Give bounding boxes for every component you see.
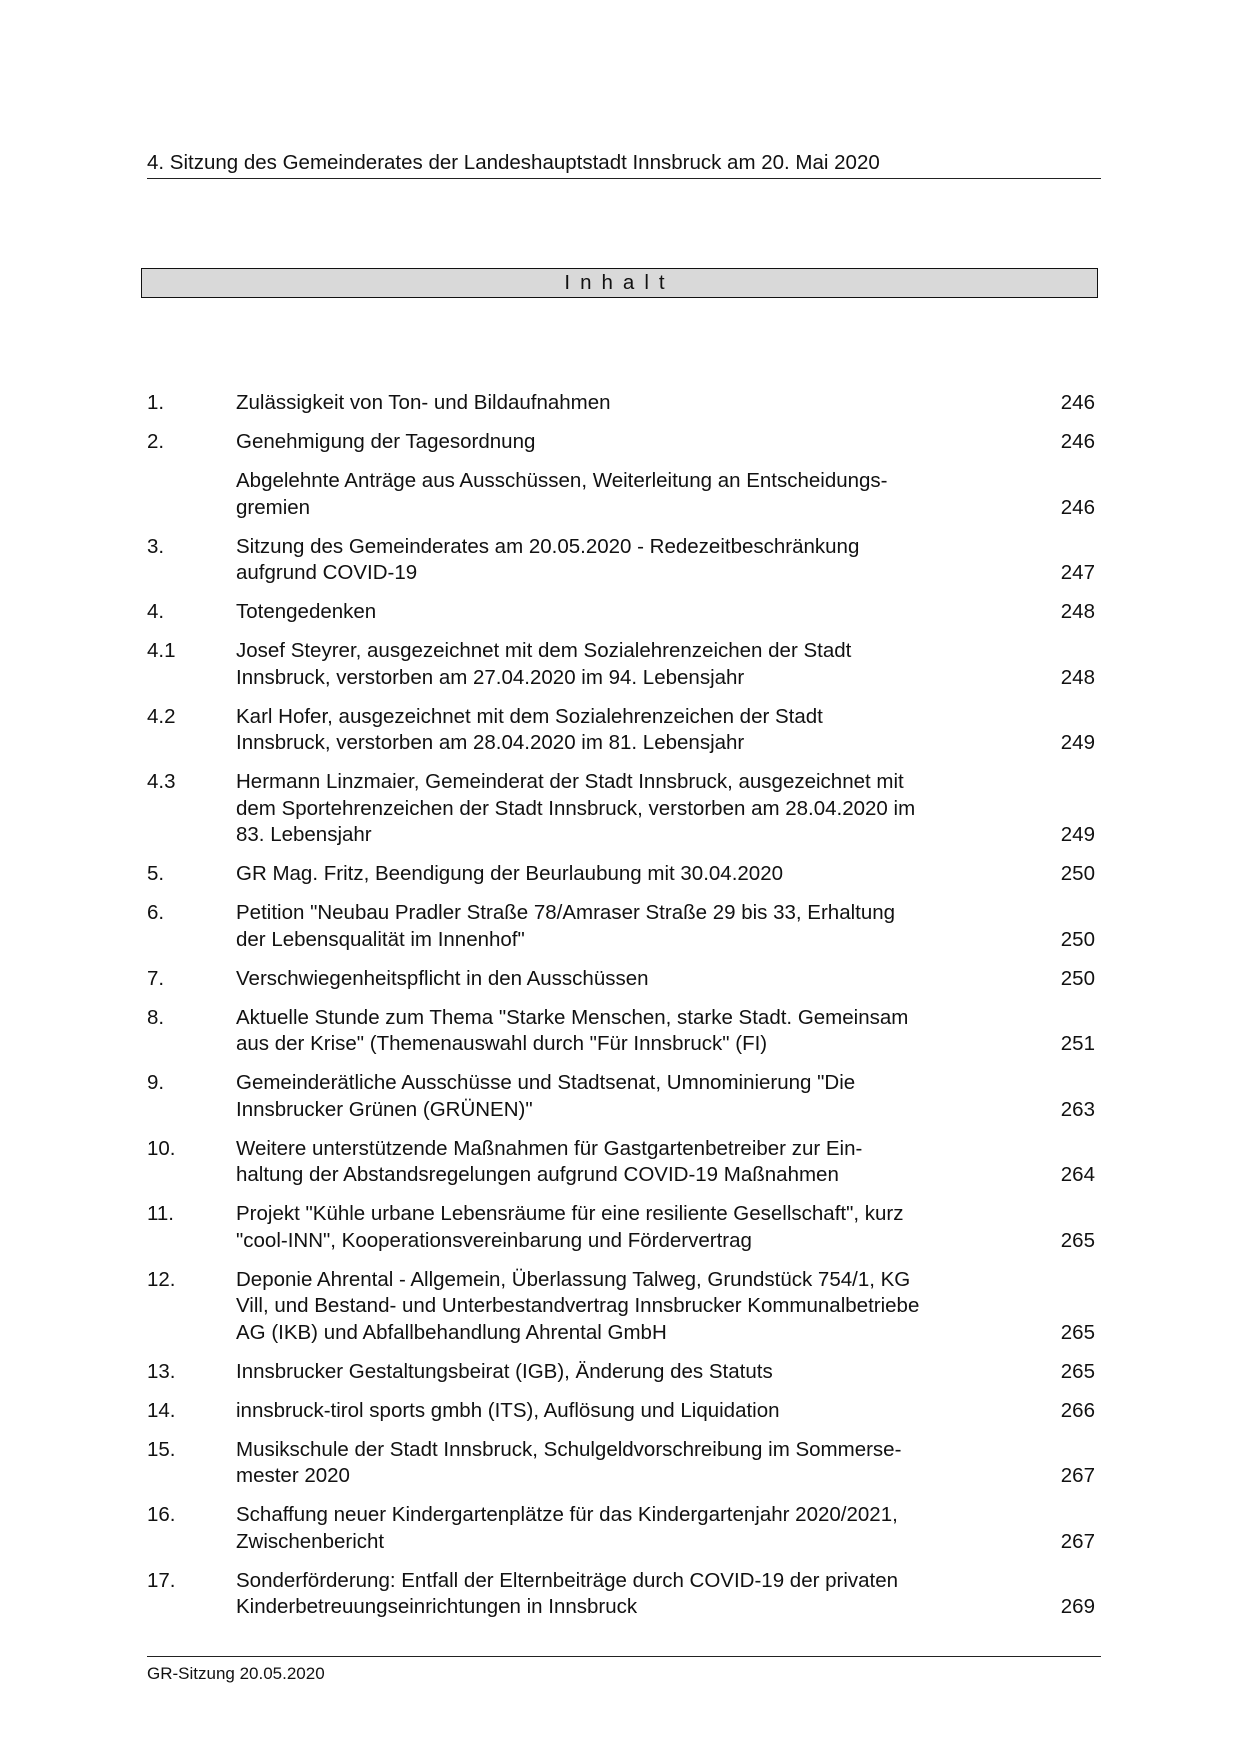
toc-entry-page-number: 263	[1060, 1097, 1095, 1121]
toc-entry-title: Projekt "Kühle urbane Lebensräume für eine resiliente Gesellschaft", kurz "cool-INN", Kooperationsvereinbarung und Fördervertrag	[236, 1202, 904, 1252]
toc-entry-title: Weitere unterstützende Maßnahmen für Gastgartenbetreiber zur Ein- haltung der Abstandsregelungen aufgrund COVID-19 Maßnahmen	[236, 1136, 863, 1186]
toc-entry-number: 12.	[147, 1267, 176, 1291]
toc-entry-title: Verschwiegenheitspflicht in den Ausschüssen	[236, 966, 649, 990]
footer-text: GR-Sitzung 20.05.2020	[147, 1664, 325, 1683]
toc-entry-number: 7.	[147, 966, 165, 990]
toc-entry[interactable]	[147, 1005, 1095, 1058]
toc-entry[interactable]	[147, 390, 1095, 417]
toc-entry-title: Musikschule der Stadt Innsbruck, Schulgeldvorschreibung im Sommerse- mester 2020	[236, 1437, 902, 1487]
toc-entry-title: Innsbrucker Gestaltungsbeirat (IGB), Änderung des Statuts	[236, 1359, 773, 1383]
toc-entry-title: innsbruck-tirol sports gmbh (ITS), Auflösung und Liquidation	[236, 1398, 780, 1422]
toc-entry-number: 1.	[147, 391, 165, 414]
toc-entry-page-number: 248	[1060, 665, 1095, 689]
toc-entry-page-number: 248	[1060, 600, 1095, 623]
toc-entry-page-number: 267	[1060, 1529, 1095, 1553]
toc-entry-title: Karl Hofer, ausgezeichnet mit dem Sozialehrenzeichen der Stadt Innsbruck, verstorben am 28.04.2020 im 81. Lebensjahr	[236, 704, 823, 754]
toc-entry[interactable]	[147, 638, 1095, 691]
document-title: 4. Sitzung des Gemeinderates der Landeshauptstadt Innsbruck am 20. Mai 2020	[147, 151, 880, 174]
toc-entry-number: 4.	[147, 600, 165, 623]
toc-entry-page-number: 265	[1060, 1228, 1095, 1252]
toc-entry[interactable]	[147, 1437, 1095, 1490]
toc-entry-page-number: 249	[1060, 731, 1095, 754]
toc-entry-title: Aktuelle Stunde zum Thema "Starke Menschen, starke Stadt. Gemeinsam aus der Krise" (Themenauswahl durch "Für Innsbruck" (FI)	[236, 1005, 909, 1055]
toc-entry-title: Hermann Linzmaier, Gemeinderat der Stadt Innsbruck, ausgezeichnet mit dem Sportehrenzeichen der Stadt Innsbruck, verstorben am 28.04.2020 im 83. Lebensjahr	[236, 770, 916, 846]
toc-entry[interactable]	[147, 1201, 1095, 1254]
toc-entry-number: 14.	[147, 1398, 176, 1422]
toc-entry-page-number: 265	[1060, 1359, 1095, 1383]
toc-entry[interactable]	[147, 429, 1095, 456]
toc-entry[interactable]	[147, 861, 1095, 888]
toc-entry-number: 3.	[147, 534, 165, 558]
toc-entry-page-number: 269	[1060, 1595, 1095, 1618]
toc-entry-number: 4.1	[147, 639, 176, 662]
toc-entry-page-number: 251	[1060, 1032, 1095, 1055]
toc-entry[interactable]	[147, 599, 1095, 626]
page-header	[147, 150, 1101, 179]
toc-entry[interactable]	[147, 1502, 1095, 1555]
toc-entry-title: GR Mag. Fritz, Beendigung der Beurlaubung mit 30.04.2020	[236, 862, 783, 885]
toc-entry-page-number: 246	[1060, 430, 1095, 453]
toc-entry-page-number: 265	[1060, 1320, 1095, 1344]
toc-entry[interactable]	[147, 900, 1095, 953]
toc-entry-title: Abgelehnte Anträge aus Ausschüssen, Weiterleitung an Entscheidungs- gremien	[236, 469, 888, 519]
toc-entry-number: 11.	[147, 1202, 174, 1225]
toc-entry-title: Genehmigung der Tagesordnung	[236, 430, 536, 453]
toc-entry-title: Josef Steyrer, ausgezeichnet mit dem Sozialehrenzeichen der Stadt Innsbruck, verstorben am 27.04.2020 im 94. Lebensjahr	[236, 639, 852, 689]
toc-entry[interactable]	[147, 468, 1095, 521]
toc-entry[interactable]	[147, 1568, 1095, 1621]
toc-entry-number: 8.	[147, 1005, 165, 1029]
toc-entry-number: 4.3	[147, 770, 176, 793]
toc-entry[interactable]	[147, 704, 1095, 757]
toc-entry-page-number: 247	[1060, 561, 1095, 584]
toc-entry-page-number: 250	[1060, 966, 1095, 990]
toc-entry[interactable]	[147, 1267, 1095, 1347]
toc-entry-page-number: 249	[1060, 823, 1095, 846]
toc-entry-title: Sonderförderung: Entfall der Elternbeiträge durch COVID-19 der privaten Kinderbetreuungseinrichtungen in Innsbruck	[236, 1568, 899, 1618]
toc-entry-number: 2.	[147, 430, 165, 453]
toc-entry-title: Sitzung des Gemeinderates am 20.05.2020 - Redezeitbeschränkung aufgrund COVID-19	[236, 534, 860, 584]
toc-entry-page-number: 267	[1060, 1464, 1095, 1487]
toc-entry-number: 10.	[147, 1136, 176, 1160]
toc-entry-title: Gemeinderätliche Ausschüsse und Stadtsenat, Umnominierung "Die Innsbrucker Grünen (GRÜNEN)"	[236, 1071, 856, 1121]
toc-entry-page-number: 246	[1060, 495, 1095, 519]
toc-entry[interactable]	[147, 534, 1095, 587]
toc-entry-title: Totengedenken	[236, 600, 377, 623]
toc-entry-title: Petition "Neubau Pradler Straße 78/Amraser Straße 29 bis 33, Erhaltung der Lebensqualität im Innenhof"	[236, 901, 896, 951]
toc-entry-number: 15.	[147, 1437, 176, 1461]
toc-entry-number: 16.	[147, 1503, 176, 1526]
toc-entry-number: 6.	[147, 901, 165, 924]
toc-entry-number: 4.2	[147, 704, 176, 728]
toc-entry[interactable]	[147, 769, 1095, 849]
toc-entry-number: 5.	[147, 862, 165, 885]
toc-entry-number: 17.	[147, 1568, 176, 1592]
toc-entry-page-number: 264	[1060, 1163, 1095, 1186]
toc-entry-number: 13.	[147, 1359, 176, 1383]
toc-entry[interactable]	[147, 1398, 1095, 1425]
table-of-contents	[147, 390, 1095, 1633]
toc-entry-page-number: 246	[1060, 391, 1095, 414]
toc-entry-title: Schaffung neuer Kindergartenplätze für das Kindergartenjahr 2020/2021, Zwischenbericht	[236, 1503, 898, 1553]
toc-entry-page-number: 250	[1060, 862, 1095, 885]
toc-entry-page-number: 250	[1060, 927, 1095, 951]
section-heading: Inhalt	[564, 271, 675, 294]
toc-entry-title: Deponie Ahrental - Allgemein, Überlassung Talweg, Grundstück 754/1, KG Vill, und Bestand- und Unterbestandvertrag Innsbrucker Kommunalbetriebe AG (IKB) und Abfallbehandlung Ahrental GmbH	[236, 1267, 920, 1344]
page-footer	[147, 1656, 1101, 1685]
toc-entry[interactable]	[147, 1136, 1095, 1189]
toc-entry[interactable]	[147, 1070, 1095, 1123]
section-heading-bar	[141, 268, 1098, 298]
toc-entry[interactable]	[147, 1359, 1095, 1386]
toc-entry-number: 9.	[147, 1071, 165, 1094]
toc-entry-title: Zulässigkeit von Ton- und Bildaufnahmen	[236, 391, 611, 414]
toc-entry[interactable]	[147, 966, 1095, 993]
toc-entry-page-number: 266	[1060, 1398, 1095, 1422]
